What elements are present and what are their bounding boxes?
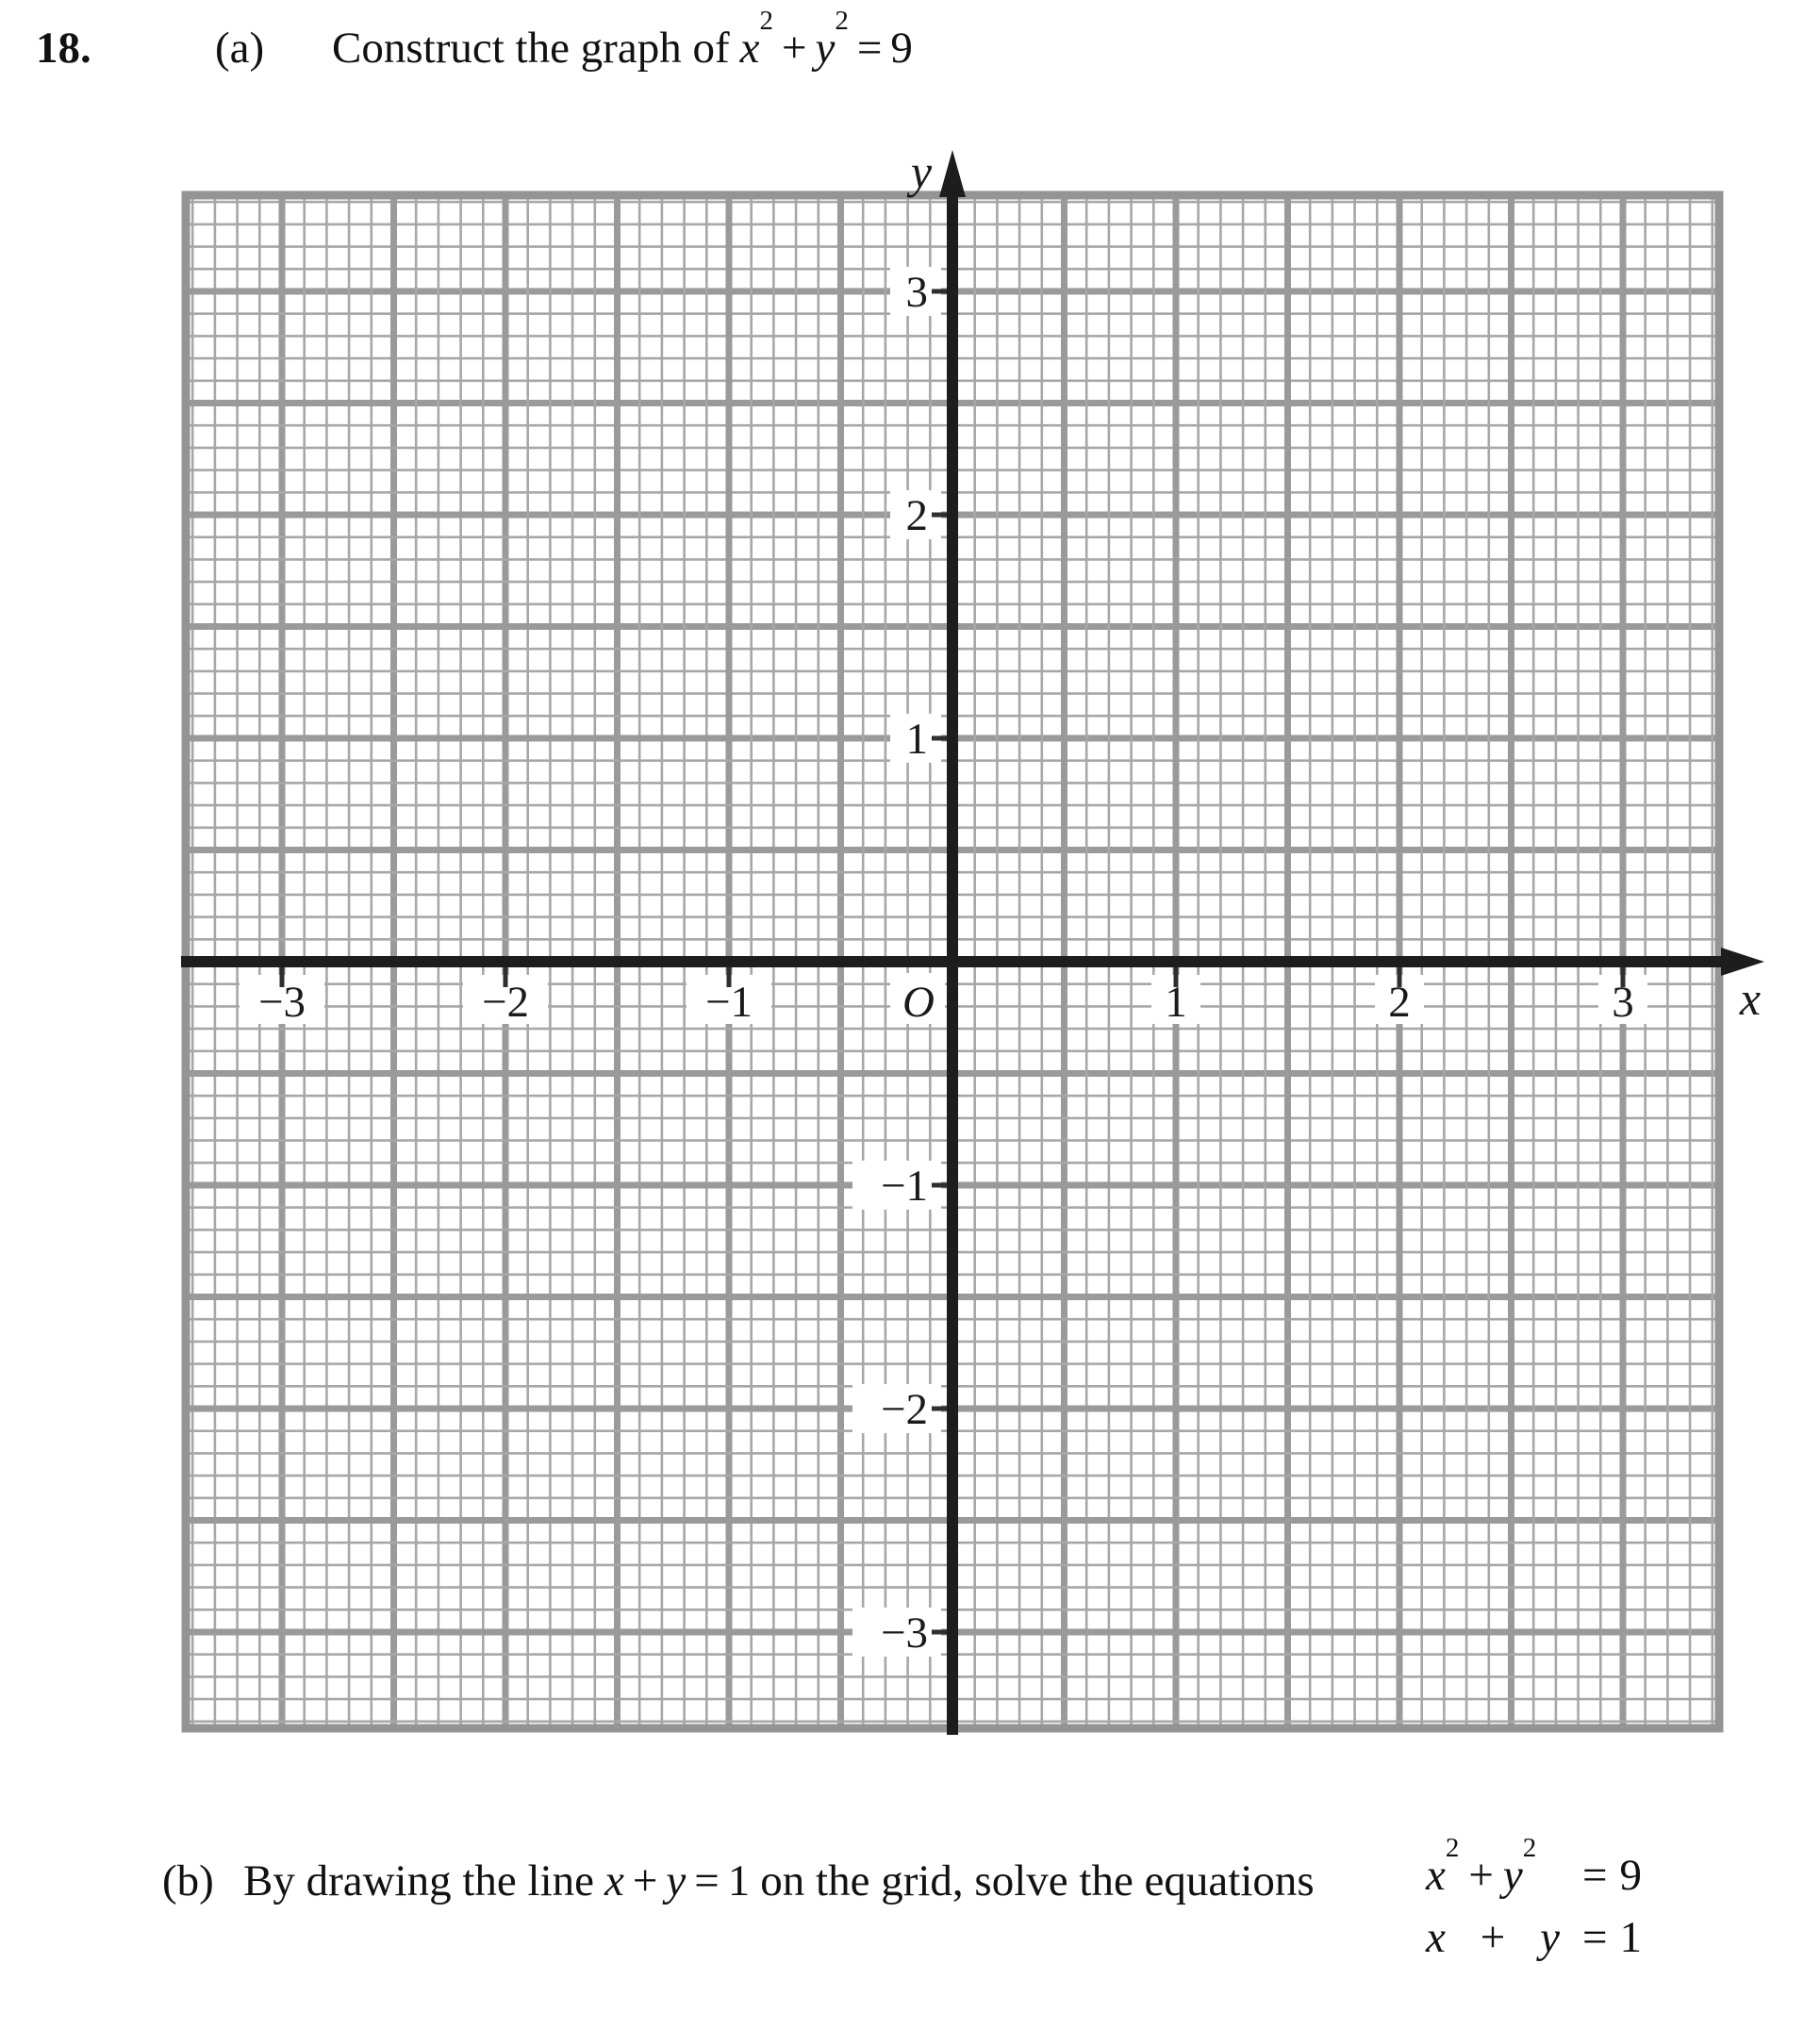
- x-tick-label: −2: [481, 978, 530, 1027]
- var-x: x: [1426, 1913, 1446, 1962]
- equation-rhs: 9: [890, 24, 913, 73]
- equation-rhs: 9: [1619, 1851, 1643, 1900]
- y-tick-label: 1: [905, 715, 928, 764]
- x-tick-label: −1: [704, 978, 753, 1027]
- simultaneous-equations: [1426, 1833, 1643, 1974]
- exponent-2: 2: [759, 6, 773, 37]
- var-x: x: [739, 24, 760, 73]
- equation-rhs: 1: [727, 1856, 751, 1905]
- y-tick-label: −1: [880, 1162, 928, 1211]
- var-y: y: [666, 1856, 687, 1905]
- exponent-2: 2: [1445, 1833, 1460, 1864]
- equals-operator: =: [694, 1856, 720, 1905]
- equals-operator: =: [856, 24, 883, 73]
- part-a-label: (a): [215, 24, 265, 73]
- var-y: y: [1502, 1851, 1523, 1900]
- part-b-label: (b): [162, 1856, 214, 1905]
- system-equation-2: [1426, 1912, 1642, 1974]
- equals-operator: =: [1582, 1851, 1608, 1900]
- equation-rhs: 1: [1619, 1913, 1643, 1962]
- x-tick-label: 1: [1165, 978, 1187, 1027]
- part-b-prompt-before: By drawing the line: [243, 1856, 595, 1905]
- system-eq1-rhs: [1582, 1850, 1642, 1901]
- x-axis-label: x: [1739, 972, 1762, 1025]
- y-axis-arrowhead: [939, 150, 966, 197]
- system-eq2-rhs: [1582, 1912, 1642, 1963]
- var-y: y: [815, 24, 836, 73]
- part-b-prompt: [243, 1856, 1315, 1906]
- y-tick-label: 3: [905, 268, 928, 317]
- y-tick-label: −2: [880, 1385, 928, 1434]
- plus-operator: +: [632, 1856, 658, 1905]
- system-eq2-lhs: [1426, 1912, 1575, 1963]
- system-equation-1: [1426, 1833, 1643, 1912]
- system-eq1-lhs: [1426, 1833, 1575, 1901]
- exponent-2: 2: [835, 6, 849, 37]
- y-tick-label: 2: [905, 491, 928, 540]
- equals-operator: =: [1582, 1913, 1608, 1962]
- x-tick-label: 2: [1388, 978, 1411, 1027]
- plus-operator: +: [781, 24, 807, 73]
- exponent-2: 2: [1522, 1833, 1537, 1864]
- x-tick-label: 3: [1612, 978, 1634, 1027]
- y-tick-label: −3: [880, 1608, 928, 1658]
- y-axis-label: y: [910, 145, 933, 198]
- plus-operator: +: [1468, 1851, 1494, 1900]
- var-y: y: [1540, 1913, 1560, 1962]
- part-a-prompt-text: Construct the graph of: [332, 24, 730, 73]
- equation-line-inline: [604, 1856, 750, 1905]
- var-x: x: [1426, 1851, 1446, 1900]
- origin-label: O: [902, 978, 935, 1027]
- x-tick-label: −3: [257, 978, 306, 1027]
- part-b-prompt-after: on the grid, solve the equations: [760, 1856, 1315, 1905]
- plus-operator: +: [1480, 1913, 1506, 1962]
- var-x: x: [604, 1856, 624, 1905]
- question-number: 18.: [36, 24, 91, 73]
